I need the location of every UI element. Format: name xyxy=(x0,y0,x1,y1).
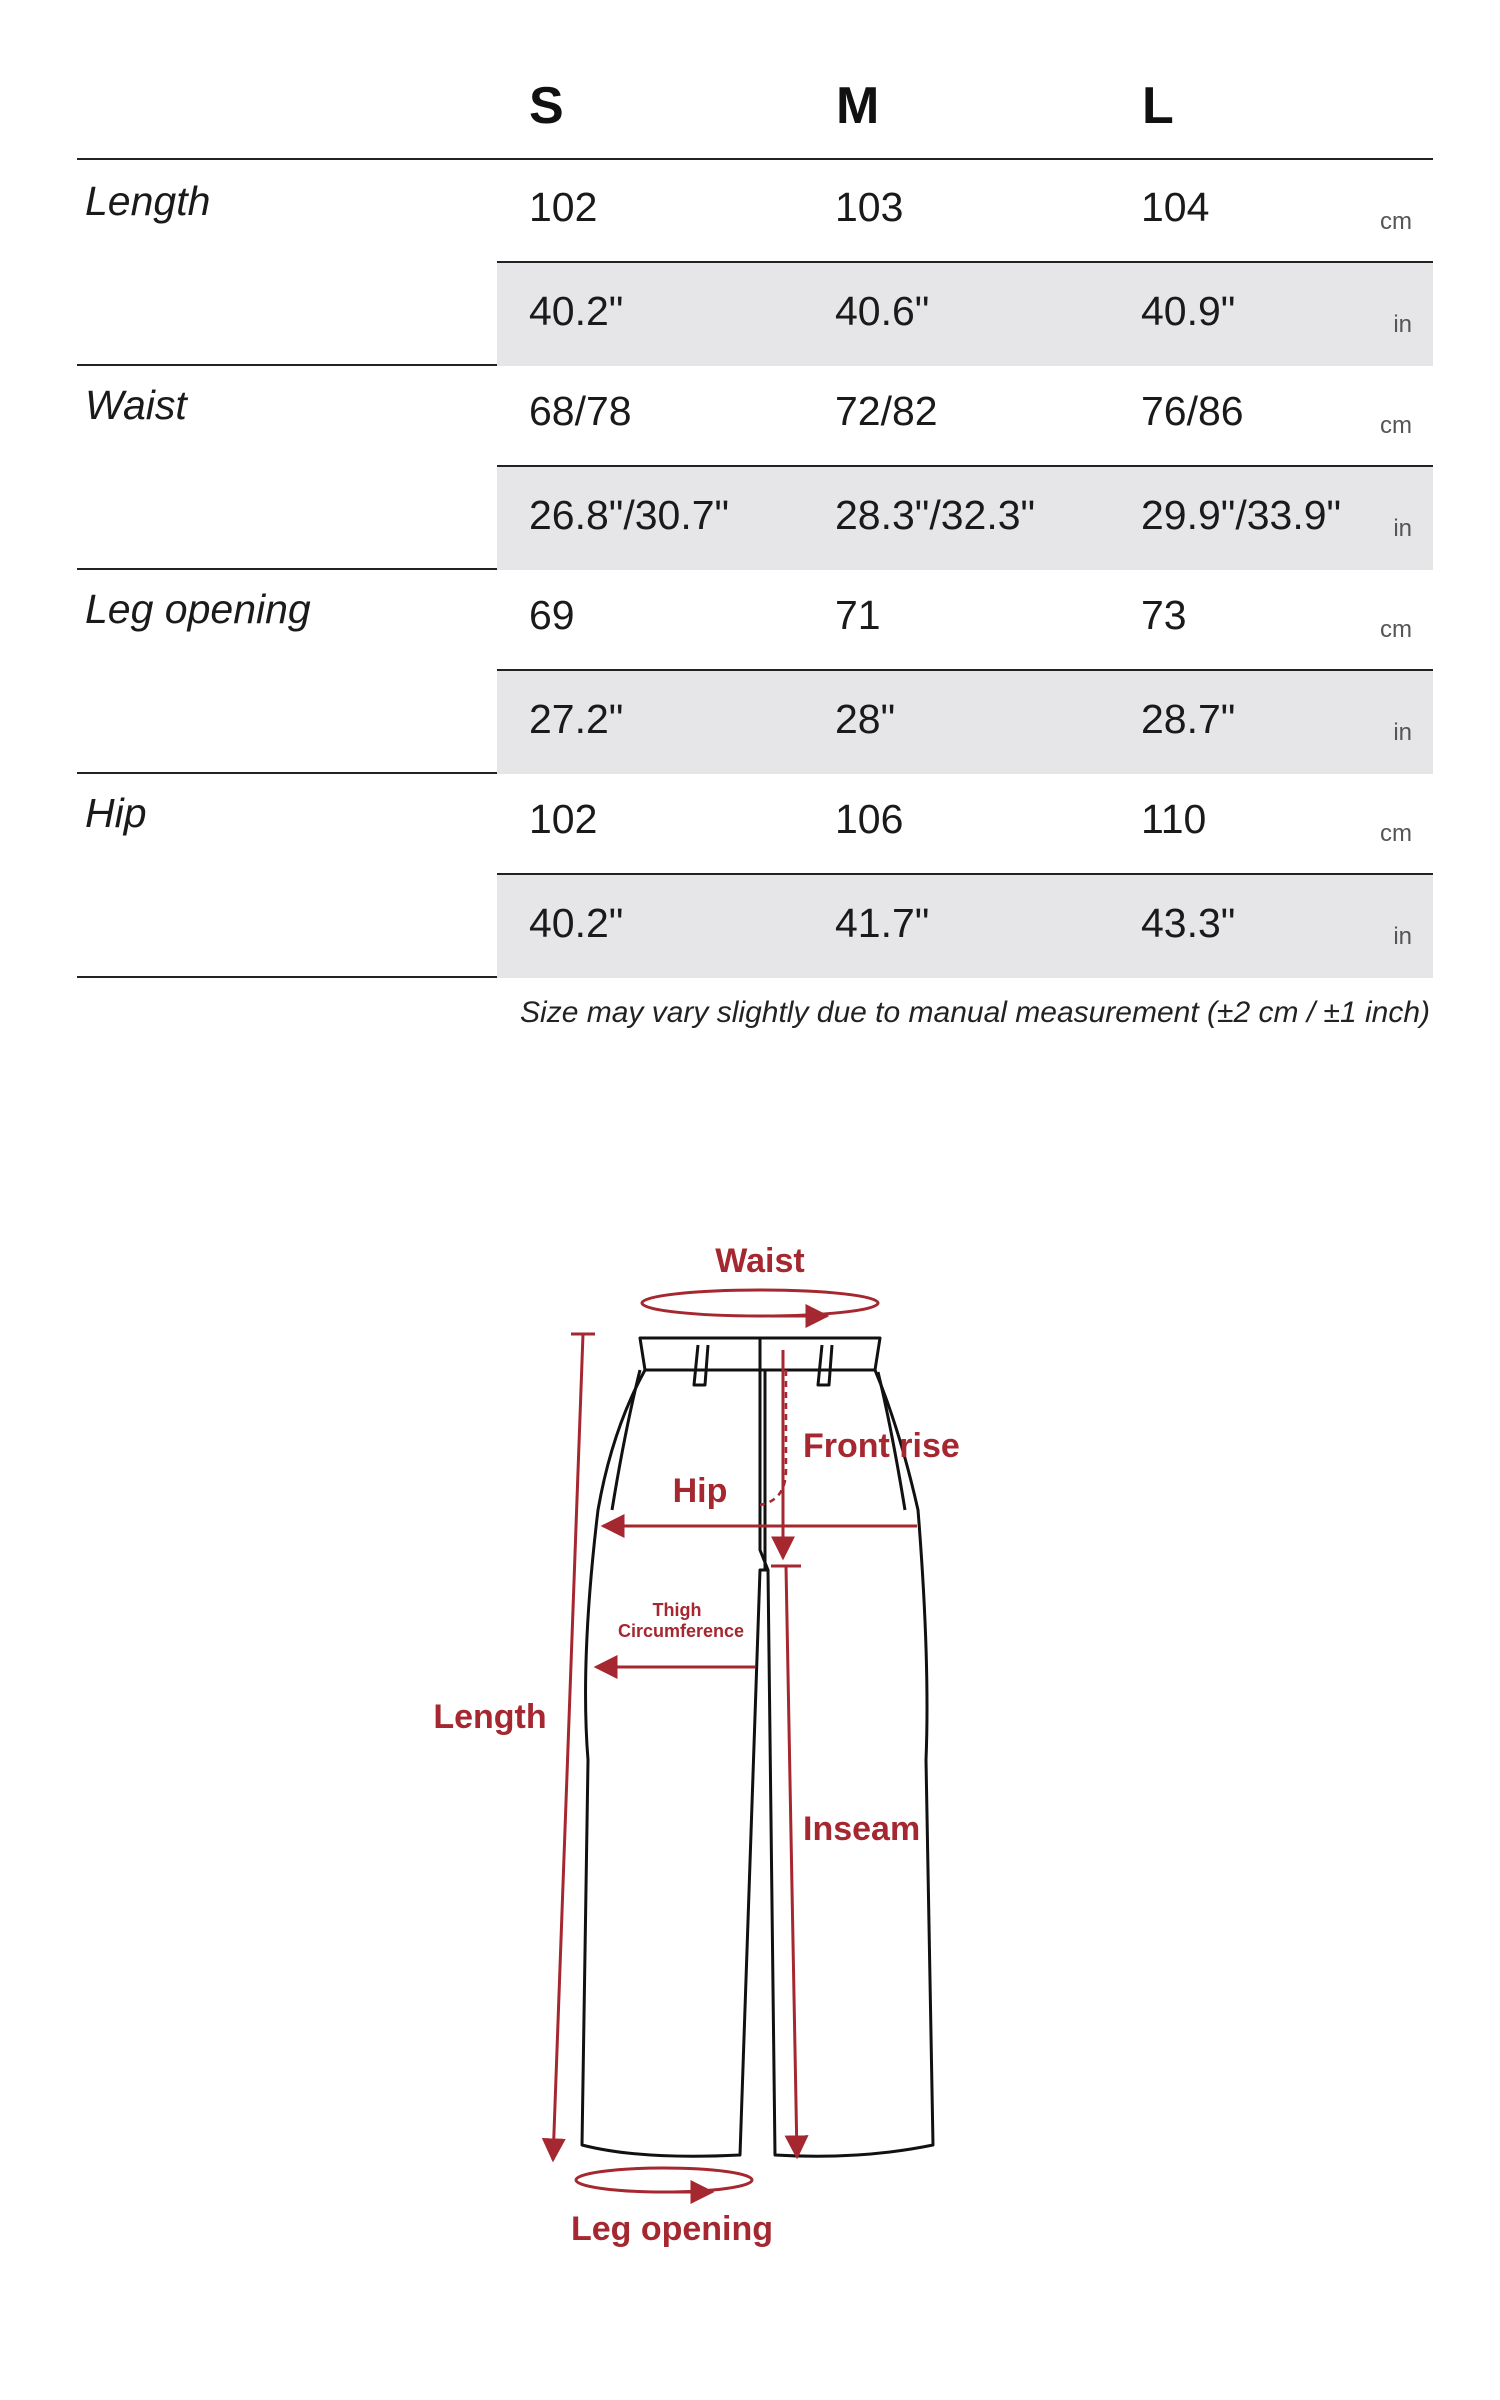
measure-group-waist xyxy=(77,364,1433,570)
leg-opening-ellipse xyxy=(576,2168,752,2192)
value-cell: 73 xyxy=(1141,592,1187,638)
size-header-row xyxy=(77,70,1433,160)
unit-in: in xyxy=(1393,923,1412,950)
value-cell: 68/78 xyxy=(529,388,632,434)
size-head-l: L xyxy=(1142,77,1174,135)
label-thigh-2: Circumference xyxy=(617,1621,745,1641)
value-cell: 76/86 xyxy=(1141,388,1244,434)
unit-cm: cm xyxy=(1380,208,1412,235)
measure-group-leg-opening xyxy=(77,568,1433,774)
in-row xyxy=(497,465,1433,570)
value-cell: 28" xyxy=(835,696,896,742)
label-thigh-1: Thigh xyxy=(652,1600,702,1620)
size-table xyxy=(0,0,1500,1060)
value-cell: 71 xyxy=(835,592,881,638)
value-cell: 102 xyxy=(529,184,598,230)
value-cell: 27.2" xyxy=(529,696,624,742)
value-cell: 106 xyxy=(835,796,904,842)
value-cell: 40.2" xyxy=(529,288,624,334)
value-cell: 43.3" xyxy=(1141,900,1236,946)
value-cell: 26.8"/30.7" xyxy=(529,492,730,538)
value-cell: 104 xyxy=(1141,184,1210,230)
value-cell: 72/82 xyxy=(835,388,938,434)
label-inseam: Inseam xyxy=(803,1810,921,1848)
label-front-rise: Front rise xyxy=(803,1427,960,1465)
value-cell: 40.2" xyxy=(529,900,624,946)
in-row xyxy=(497,873,1433,978)
value-cell: 41.7" xyxy=(835,900,930,946)
unit-cm: cm xyxy=(1380,412,1412,439)
waist-ellipse xyxy=(642,1290,878,1316)
in-row xyxy=(497,261,1433,366)
cm-row xyxy=(77,772,1433,873)
unit-cm: cm xyxy=(1380,616,1412,643)
measurement-note: Size may vary slightly due to manual measurement (±2 cm / ±1 inch) xyxy=(520,996,1430,1029)
unit-in: in xyxy=(1393,719,1412,746)
pants-diagram-svg xyxy=(0,1130,1500,2250)
size-head-m: M xyxy=(836,77,880,135)
value-cell: 28.7" xyxy=(1141,696,1236,742)
measure-label: Length xyxy=(85,178,211,224)
pants-measurement-diagram xyxy=(0,1130,1500,2250)
measure-group-length xyxy=(77,160,1433,366)
label-hip: Hip xyxy=(672,1472,728,1510)
value-cell: 29.9"/33.9" xyxy=(1141,492,1342,538)
value-cell: 110 xyxy=(1141,796,1207,842)
value-cell: 40.9" xyxy=(1141,288,1236,334)
cm-row xyxy=(77,364,1433,465)
value-cell: 102 xyxy=(529,796,598,842)
unit-in: in xyxy=(1393,515,1412,542)
value-cell: 28.3"/32.3" xyxy=(835,492,1036,538)
cm-row xyxy=(77,568,1433,669)
unit-cm: cm xyxy=(1380,820,1412,847)
size-head-s: S xyxy=(529,77,564,135)
label-leg-opening: Leg opening xyxy=(570,2210,774,2248)
label-length: Length xyxy=(433,1698,547,1736)
value-cell: 103 xyxy=(835,184,904,230)
inseam-arrow xyxy=(786,1566,797,2157)
measure-group-hip xyxy=(77,772,1433,978)
label-waist: Waist xyxy=(715,1242,805,1280)
length-arrow xyxy=(553,1334,583,2160)
in-row xyxy=(497,669,1433,774)
measure-label: Waist xyxy=(85,382,187,428)
value-cell: 40.6" xyxy=(835,288,930,334)
value-cell: 69 xyxy=(529,592,575,638)
unit-in: in xyxy=(1393,311,1412,338)
cm-row xyxy=(77,160,1433,261)
measure-label: Hip xyxy=(85,790,147,836)
measure-label: Leg opening xyxy=(85,586,311,632)
